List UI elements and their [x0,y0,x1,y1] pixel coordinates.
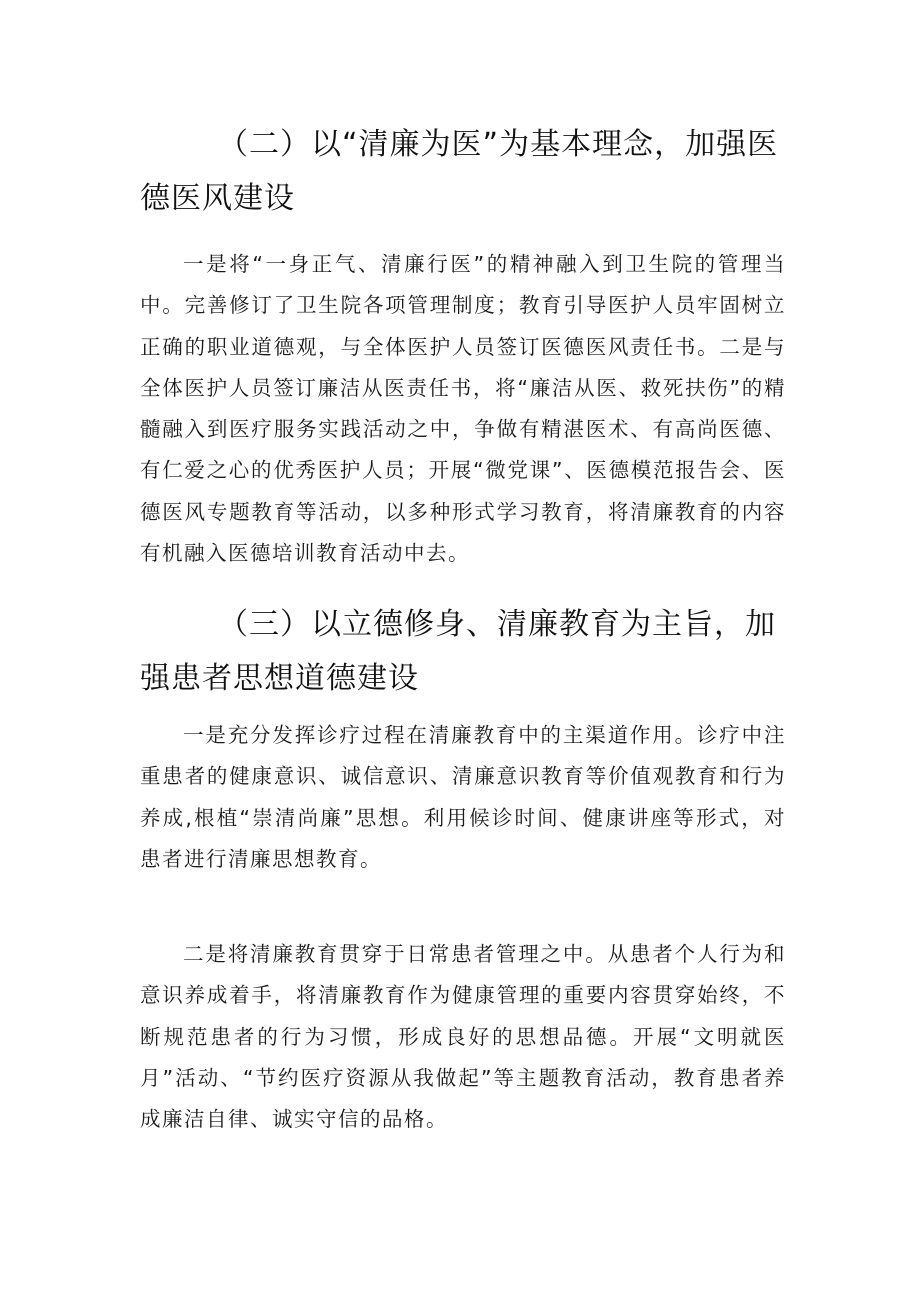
section-3-heading: （三）以立德修身、清廉教育为主旨，加强患者思想道德建设 [140,607,776,696]
section-2-heading: （二）以“清廉为医”为基本理念，加强医德医风建设 [140,127,779,216]
section-3-paragraph-1: 一是充分发挥诊疗过程在清廉教育中的主渠道作用。诊疗中注重患者的健康意识、诚信意识、清廉意识教育等价值观教育和行为养成,根植“崇清尚廉”思想。利用候诊时间、健康讲座等形式，对患者进行清廉思想教育。 [140,723,786,871]
section-3-paragraph-2: 二是将清廉教育贯穿于日常患者管理之中。从患者个人行为和意识养成着手，将清廉教育作为健康管理的重要内容贯穿始终，不断规范患者的行为习惯，形成良好的思想品德。开展“文明就医月”活动、“节约医疗资源从我做起”等主题教育活动，教育患者养成廉洁自律、诚实守信的品格。 [140,942,786,1132]
section-2-paragraph: 一是将“一身正气、清廉行医”的精神融入到卫生院的管理当中。完善修订了卫生院各项管理制度；教育引导医护人员牢固树立正确的职业道德观，与全体医护人员签订医德医风责任书。二是与全体医护人员签订廉洁从医责任书，将“廉洁从医、救死扶伤”的精髓融入到医疗服务实践活动之中，争做有精湛医术、有高尚医德、有仁爱之心的优秀医护人员；开展“微党课”、医德模范报告会、医德医风专题教育等活动，以多种形式学习教育，将清廉教育的内容有机融入医德培训教育活动中去。 [140,252,786,566]
